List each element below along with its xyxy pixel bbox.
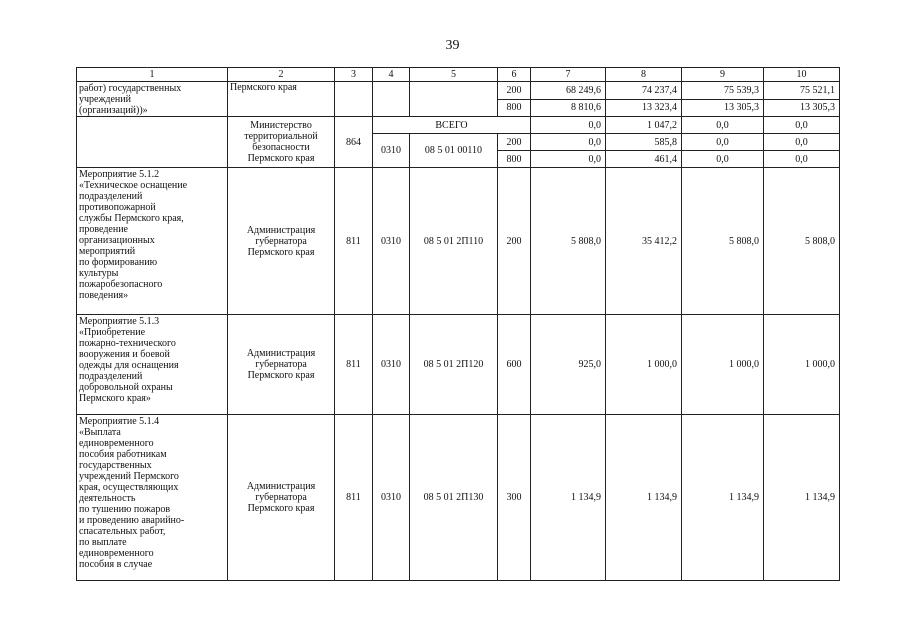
- value-cell: 1 000,0: [764, 315, 840, 415]
- value-cell: 35 412,2: [606, 168, 682, 315]
- kvr-cell: 200: [498, 134, 531, 151]
- rzpr-cell: 0310: [373, 315, 410, 415]
- measure-name: Мероприятие 5.1.4 «Выплата единовременного пособия работникам государственных учреждений Пермского края, осуществляющих деятельность по тушению пожаров и проведению аварийно- спасательных работ, по выплате единовременного пособия в случае: [77, 415, 228, 581]
- value-cell: 0,0: [531, 117, 606, 134]
- value-cell: 1 000,0: [682, 315, 764, 415]
- table-row: [77, 415, 840, 581]
- kvr-cell: 200: [498, 168, 531, 315]
- executor-cell: Администрация губернатора Пермского края: [228, 315, 335, 415]
- value-cell: 13 323,4: [606, 99, 682, 117]
- value-cell: 585,8: [606, 134, 682, 151]
- csr-cell: [410, 82, 498, 117]
- measure-name: Мероприятие 5.1.3 «Приобретение пожарно-технического вооружения и боевой одежды для оснащения подразделений добровольной охраны Пермского края»: [77, 315, 228, 415]
- value-cell: 0,0: [531, 134, 606, 151]
- value-cell: 5 808,0: [764, 168, 840, 315]
- csr-cell: 08 5 01 2П120: [410, 315, 498, 415]
- value-cell: 5 808,0: [682, 168, 764, 315]
- grbs-cell: 811: [335, 415, 373, 581]
- grbs-cell: [335, 82, 373, 117]
- kvr-cell: 600: [498, 315, 531, 415]
- csr-cell: 08 5 01 2П130: [410, 415, 498, 581]
- rzpr-cell: 0310: [373, 415, 410, 581]
- value-cell: 1 000,0: [606, 315, 682, 415]
- rzpr-cell: 0310: [373, 134, 410, 168]
- value-cell: 5 808,0: [531, 168, 606, 315]
- total-label: ВСЕГО: [373, 117, 531, 134]
- measure-name: работ) государственных учреждений (организаций))»: [77, 82, 228, 117]
- executor-cell: Администрация губернатора Пермского края: [228, 168, 335, 315]
- header-cell: 2: [228, 68, 335, 82]
- value-cell: 68 249,6: [531, 82, 606, 100]
- value-cell: 1 134,9: [764, 415, 840, 581]
- kvr-cell: 800: [498, 151, 531, 168]
- value-cell: 1 134,9: [531, 415, 606, 581]
- budget-table: [76, 67, 840, 581]
- value-cell: 925,0: [531, 315, 606, 415]
- csr-cell: 08 5 01 00110: [410, 134, 498, 168]
- header-cell: 3: [335, 68, 373, 82]
- grbs-cell: 811: [335, 168, 373, 315]
- measure-name: [77, 117, 228, 168]
- value-cell: 0,0: [682, 134, 764, 151]
- header-cell: 10: [764, 68, 840, 82]
- header-cell: 7: [531, 68, 606, 82]
- executor-cell: Министерство территориальной безопасности Пермского края: [228, 117, 335, 168]
- value-cell: 0,0: [764, 117, 840, 134]
- value-cell: 0,0: [531, 151, 606, 168]
- header-cell: 4: [373, 68, 410, 82]
- value-cell: 0,0: [682, 151, 764, 168]
- kvr-cell: 300: [498, 415, 531, 581]
- value-cell: 75 539,3: [682, 82, 764, 100]
- executor-cell: Пермского края: [228, 82, 335, 117]
- value-cell: 13 305,3: [764, 99, 840, 117]
- value-cell: 0,0: [764, 151, 840, 168]
- header-row: [77, 68, 840, 82]
- csr-cell: 08 5 01 2П110: [410, 168, 498, 315]
- header-cell: 5: [410, 68, 498, 82]
- grbs-cell: 864: [335, 117, 373, 168]
- grbs-cell: 811: [335, 315, 373, 415]
- table-row: [77, 117, 840, 134]
- rzpr-cell: [373, 82, 410, 117]
- measure-name: Мероприятие 5.1.2 «Техническое оснащение подразделений противопожарной службы Пермского края, проведение организационных мероприятий по формированию культуры пожаробезопасного поведения»: [77, 168, 228, 315]
- kvr-cell: 800: [498, 99, 531, 117]
- header-cell: 9: [682, 68, 764, 82]
- kvr-cell: 200: [498, 82, 531, 100]
- value-cell: 0,0: [682, 117, 764, 134]
- executor-cell: Администрация губернатора Пермского края: [228, 415, 335, 581]
- value-cell: 8 810,6: [531, 99, 606, 117]
- table-row: [77, 82, 840, 100]
- value-cell: 1 134,9: [606, 415, 682, 581]
- table-row: [77, 315, 840, 415]
- value-cell: 75 521,1: [764, 82, 840, 100]
- value-cell: 1 047,2: [606, 117, 682, 134]
- header-cell: 1: [77, 68, 228, 82]
- table-row: [77, 168, 840, 315]
- rzpr-cell: 0310: [373, 168, 410, 315]
- header-cell: 6: [498, 68, 531, 82]
- value-cell: 74 237,4: [606, 82, 682, 100]
- header-cell: 8: [606, 68, 682, 82]
- page-number: 39: [445, 38, 460, 53]
- value-cell: 461,4: [606, 151, 682, 168]
- value-cell: 0,0: [764, 134, 840, 151]
- value-cell: 13 305,3: [682, 99, 764, 117]
- value-cell: 1 134,9: [682, 415, 764, 581]
